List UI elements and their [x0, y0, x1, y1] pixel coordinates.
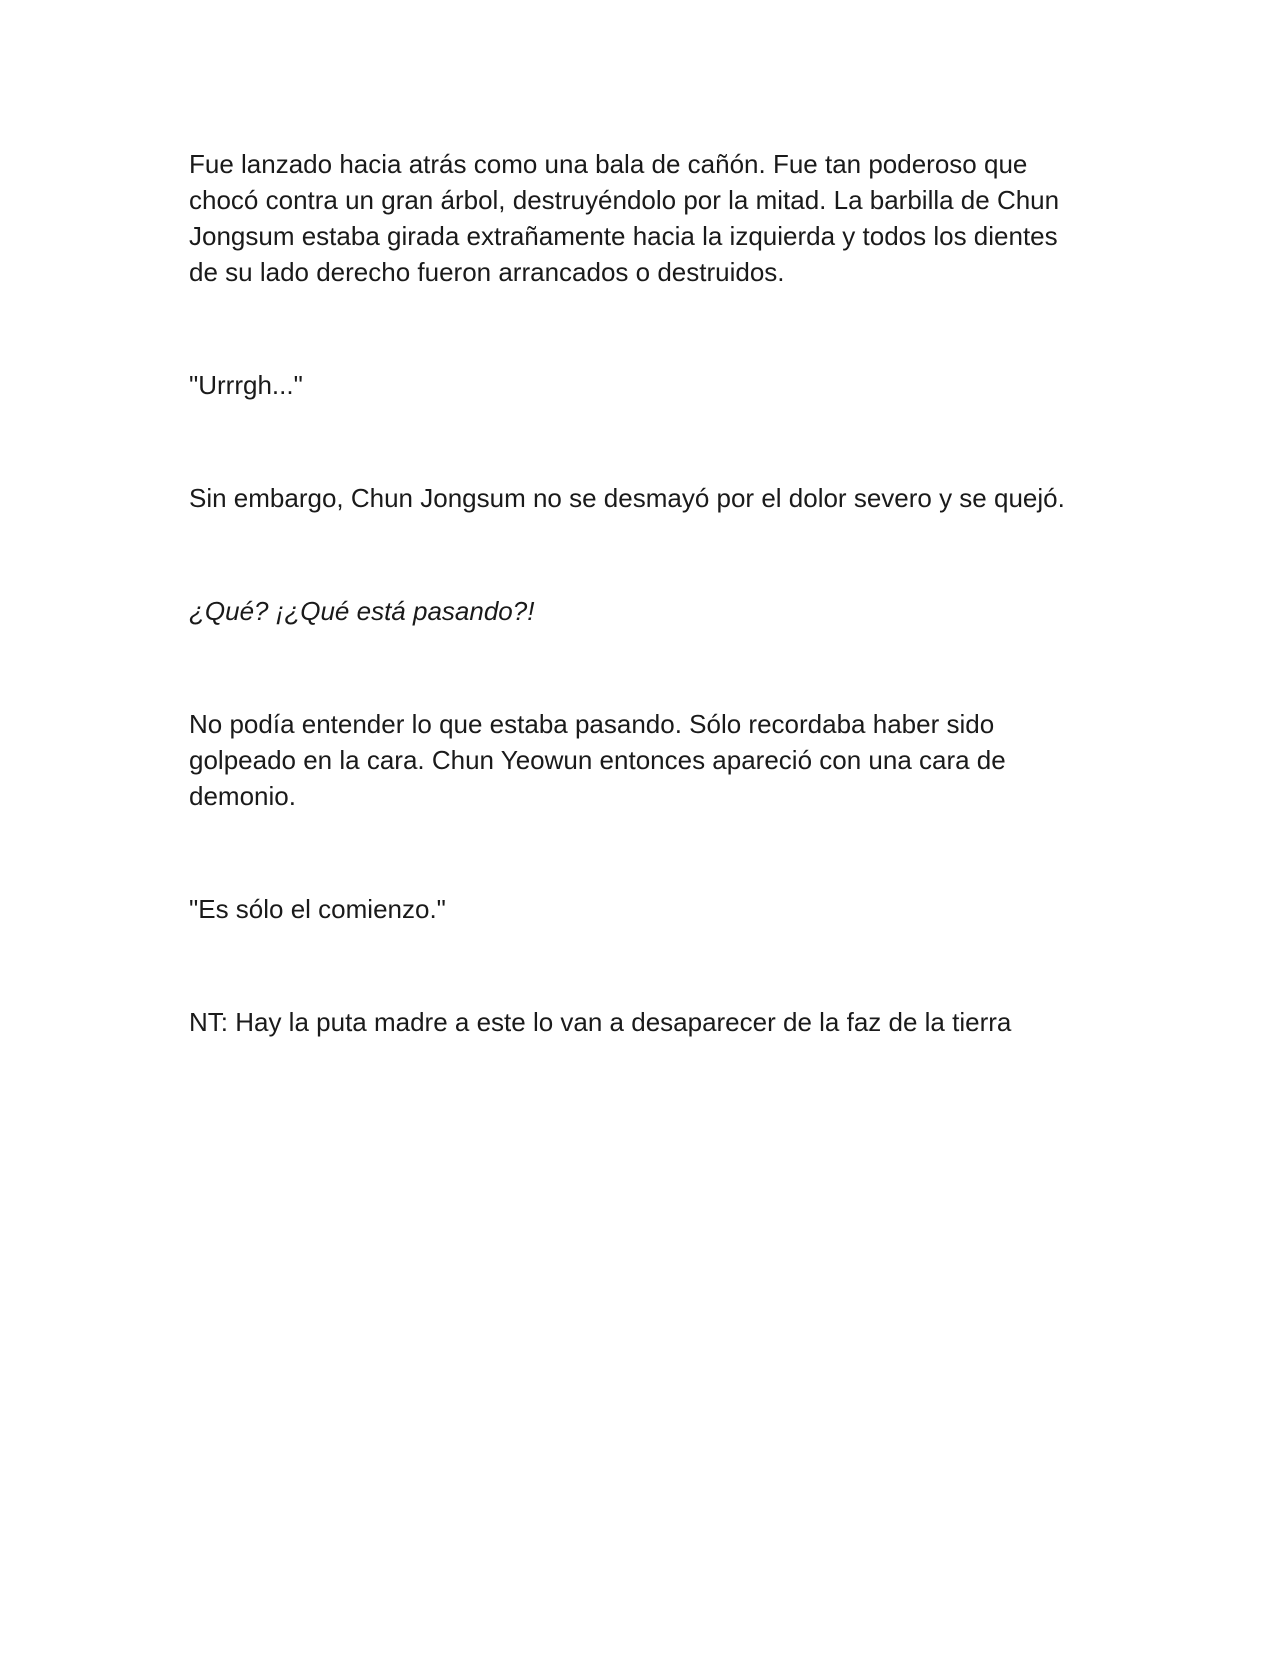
- paragraph: Sin embargo, Chun Jongsum no se desmayó por el dolor severo y se quejó.: [189, 483, 1065, 513]
- dialogue-line: "Urrrgh...": [189, 370, 303, 400]
- italic-thought-line: ¿Qué? ¡¿Qué está pasando?!: [189, 596, 535, 626]
- document-body: [189, 146, 1089, 1040]
- dialogue-line: "Es sólo el comienzo.": [189, 894, 446, 924]
- paragraph: Fue lanzado hacia atrás como una bala de cañón. Fue tan poderoso que chocó contra un gran árbol, destruyéndolo por la mitad. La barbilla de Chun Jongsum estaba girada extrañamente hacia la izquierda y todos los dientes de su lado derecho fueron arrancados o destruidos.: [189, 149, 1060, 287]
- paragraph: No podía entender lo que estaba pasando. Sólo recordaba haber sido golpeado en la cara. Chun Yeowun entonces apareció con una cara de demonio.: [189, 709, 1006, 811]
- translator-note: NT: Hay la puta madre a este lo van a desaparecer de la faz de la tierra: [189, 1007, 1012, 1037]
